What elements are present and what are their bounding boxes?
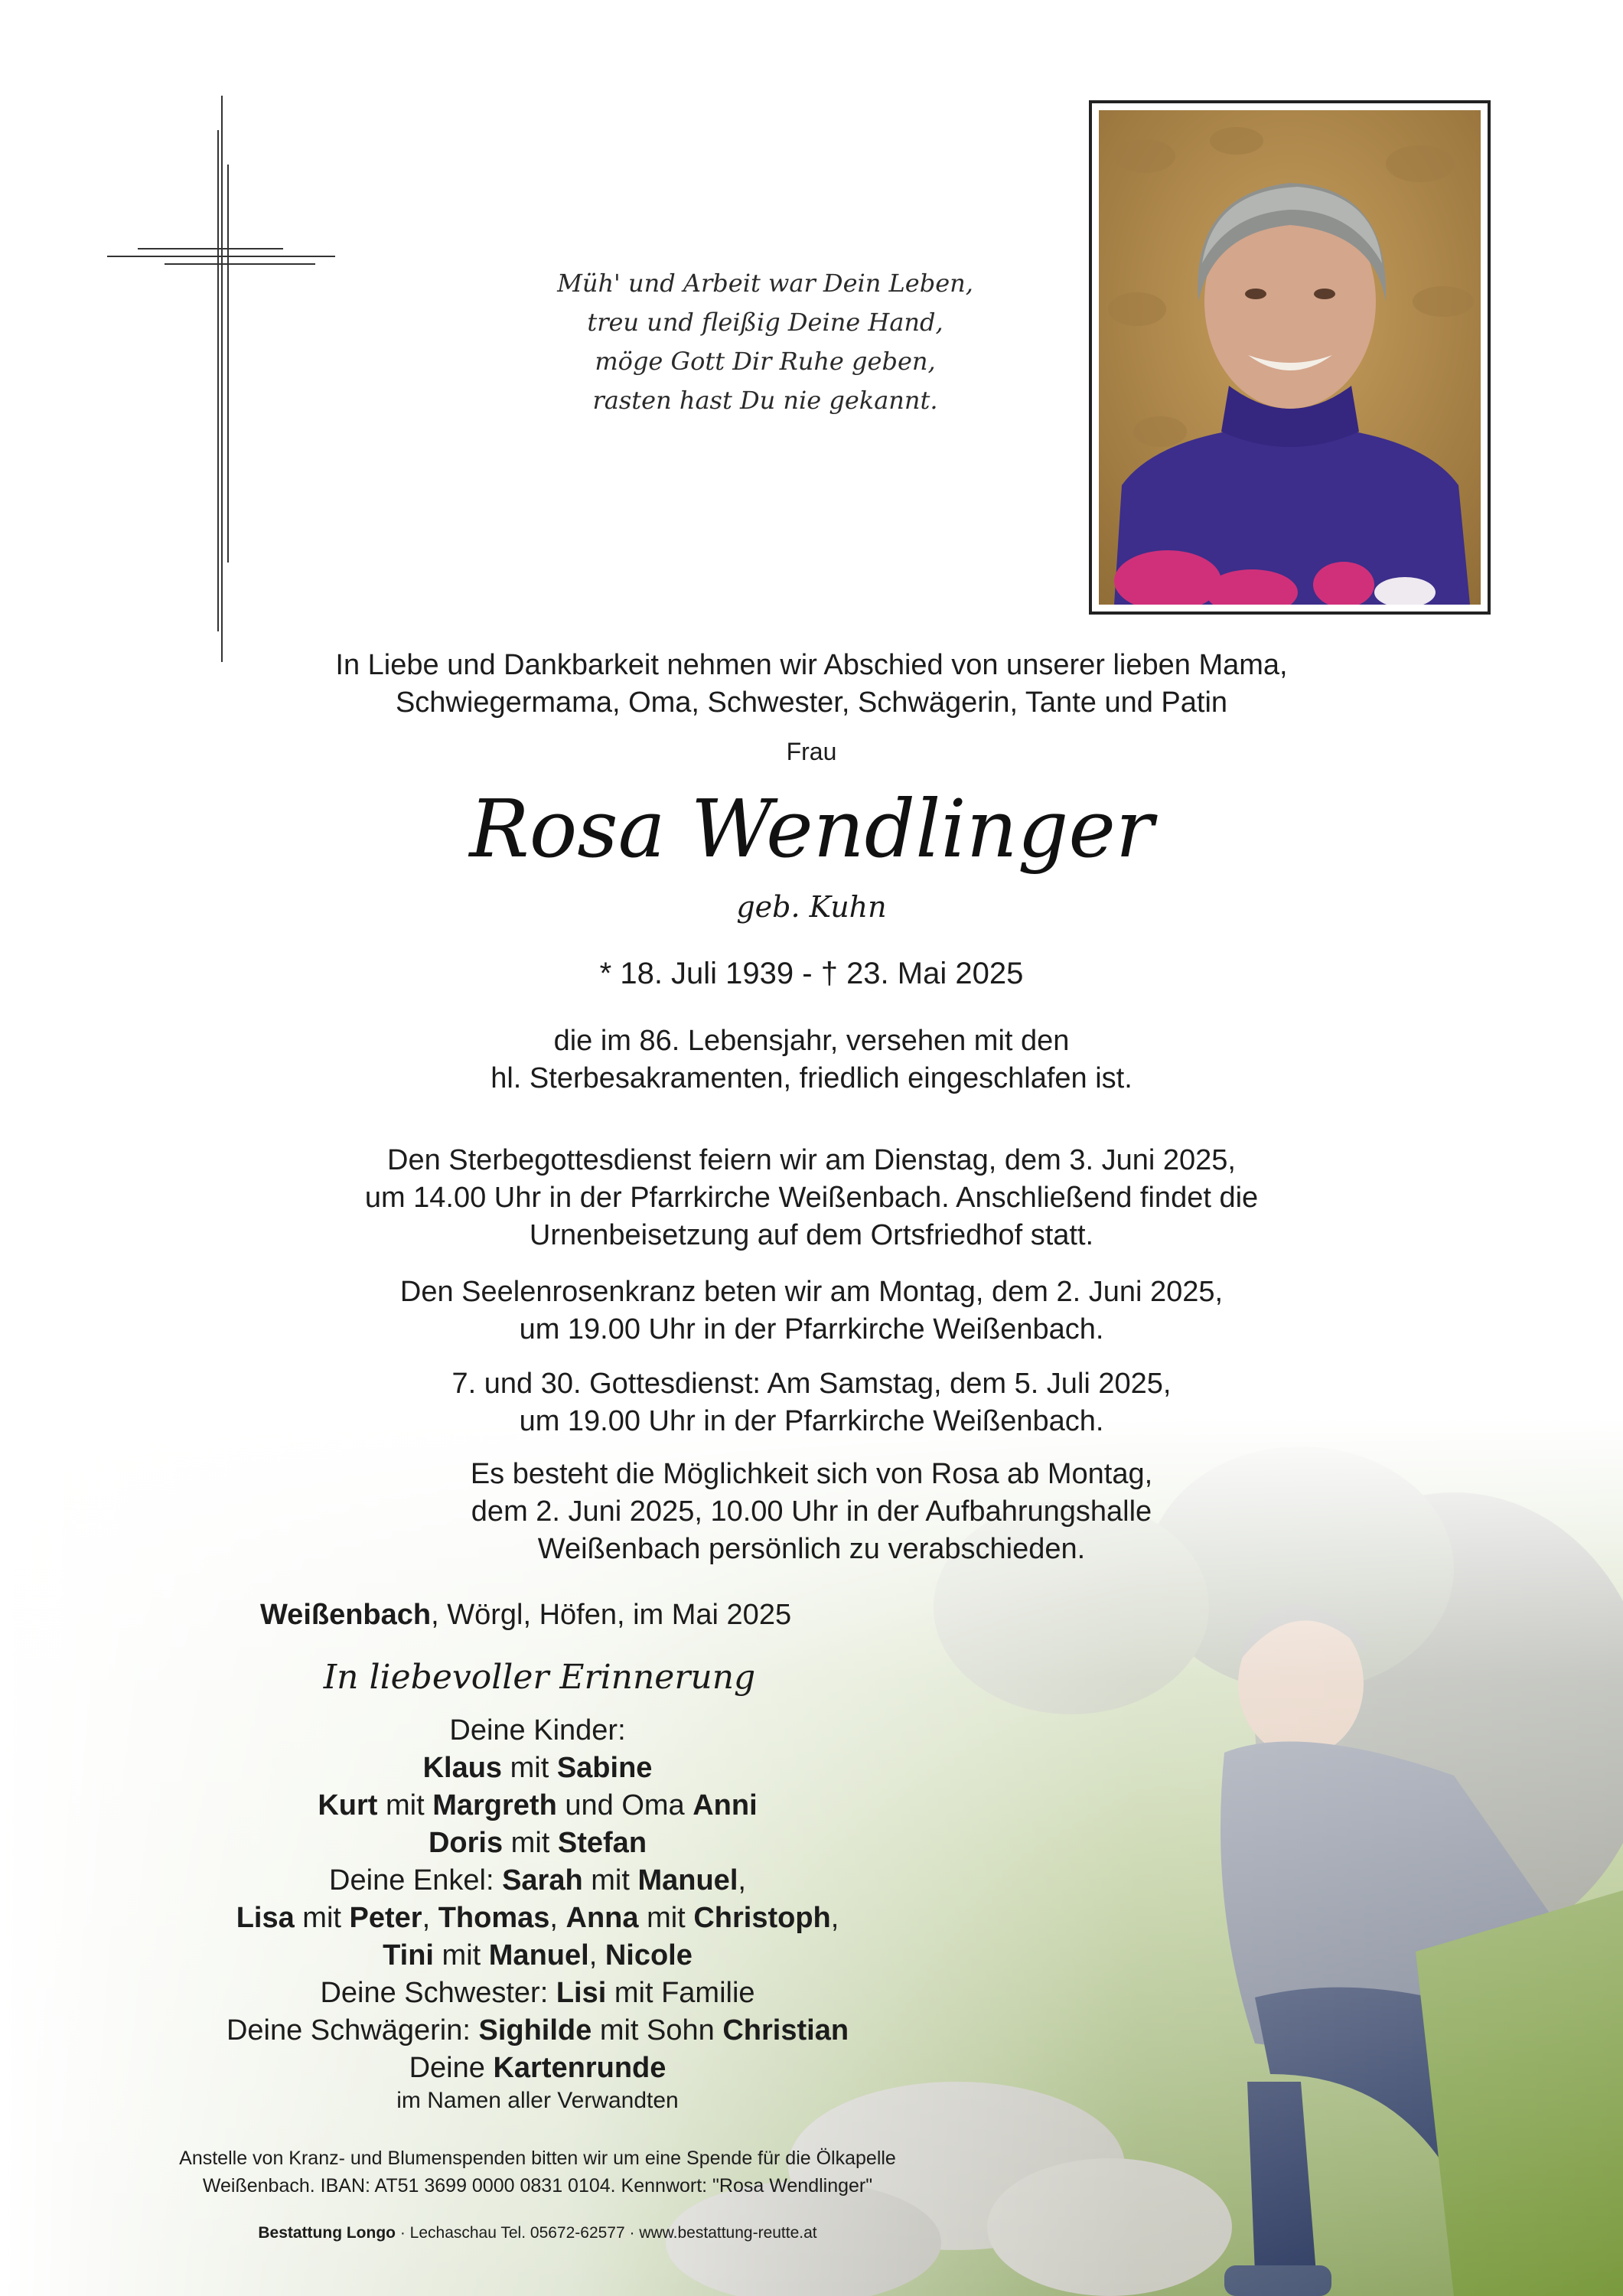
family-name: Christian (722, 2014, 849, 2047)
donation-line: Weißenbach. IBAN: AT51 3699 0000 0831 0104. Kennwort: "Rosa Wendlinger" (202, 2175, 873, 2197)
family-name: Thomas (438, 1902, 550, 1934)
place-main: Weißenbach (260, 1599, 432, 1631)
maiden-name: geb. Kuhn (736, 890, 887, 924)
family-name: Lisa (236, 1902, 295, 1934)
family-name: Christoph (693, 1902, 831, 1934)
connector: mit (434, 1939, 489, 1971)
family-line (0, 1900, 1075, 1937)
intro-text (0, 647, 1623, 722)
memorial-mass-info (0, 1365, 1623, 1440)
life-text-line: die im 86. Lebensjahr, versehen mit den (553, 1025, 1070, 1057)
intro-line: Schwiegermama, Oma, Schwester, Schwägerin, Tante und Patin (395, 687, 1228, 719)
connector: mit Sohn (592, 2014, 723, 2047)
connector: mit (638, 1902, 694, 1934)
service-line: um 19.00 Uhr in der Pfarrkirche Weißenbach. (519, 1405, 1104, 1437)
service-line: um 19.00 Uhr in der Pfarrkirche Weißenbach. (519, 1313, 1104, 1345)
family-name: Kurt (318, 1789, 378, 1821)
place-date-line (260, 1596, 791, 1634)
family-line (0, 1787, 1075, 1825)
connector: mit Familie (606, 1977, 755, 2009)
children-label: Deine Kinder: (449, 1714, 626, 1746)
connector: , (830, 1902, 839, 1934)
quote-line: treu und fleißig Deine Hand, (587, 308, 943, 337)
family-name: Sighilde (478, 2014, 592, 2047)
family-line (0, 1975, 1075, 2012)
life-text (0, 1022, 1623, 1097)
cross-icon (107, 96, 344, 662)
memorial-quote (474, 264, 1056, 420)
connector: mit (502, 1752, 557, 1784)
family-name: Kartenrunde (493, 2052, 666, 2084)
service-line: 7. und 30. Gottesdienst: Am Samstag, dem 5. Juli 2025, (451, 1368, 1172, 1400)
service-line: Urnenbeisetzung auf dem Ortsfriedhof statt. (529, 1219, 1094, 1251)
connector: mit (294, 1902, 350, 1934)
family-name: Klaus (422, 1752, 503, 1784)
rosary-info (0, 1274, 1623, 1349)
family-name: Tini (383, 1939, 434, 1971)
viewing-line: Weißenbach persönlich zu verabschieden. (537, 1533, 1086, 1565)
family-line (0, 2050, 1075, 2087)
donation-line: Anstelle von Kranz- und Blumenspenden bitten wir um eine Spende für die Ölkapelle (179, 2148, 896, 2169)
memory-title: In liebevoller Erinnerung (323, 1658, 756, 1697)
family-name: Sabine (556, 1752, 653, 1784)
viewing-line: Es besteht die Möglichkeit sich von Rosa ab Montag, (470, 1458, 1153, 1490)
family-line (0, 1937, 1075, 1975)
service-line: Den Seelenrosenkranz beten wir am Montag, dem 2. Juni 2025, (399, 1276, 1224, 1308)
funeral-home-footer (0, 2222, 1075, 2245)
funeral-home-name: Bestattung Longo (258, 2224, 396, 2242)
grandchildren-label: Deine Enkel: (329, 1864, 503, 1896)
connector: mit (377, 1789, 433, 1821)
quote-line: Müh' und Arbeit war Dein Leben, (557, 269, 973, 298)
family-name: Manuel (637, 1864, 738, 1896)
intro-line: In Liebe und Dankbarkeit nehmen wir Abschied von unserer lieben Mama, (335, 649, 1288, 681)
family-list (0, 1712, 1075, 2087)
portrait-frame (1089, 100, 1491, 615)
sister-in-law-label: Deine Schwägerin: (226, 2014, 479, 2047)
viewing-line: dem 2. Juni 2025, 10.00 Uhr in der Aufbahrungshalle (471, 1495, 1152, 1528)
family-name: Anna (565, 1902, 639, 1934)
family-name: Nicole (605, 1939, 693, 1971)
family-name: Peter (349, 1902, 422, 1934)
connector: mit (503, 1827, 558, 1859)
life-dates: * 18. Juli 1939 - † 23. Mai 2025 (599, 957, 1024, 990)
quote-line: rasten hast Du nie gekannt. (592, 386, 938, 415)
connector: und Oma (556, 1789, 693, 1821)
funeral-service-info (0, 1142, 1623, 1254)
family-name: Doris (428, 1827, 504, 1859)
family-name: Manuel (488, 1939, 589, 1971)
cards-label: Deine (409, 2052, 494, 2084)
family-line (0, 1750, 1075, 1787)
portrait-photo (1099, 110, 1481, 605)
connector: , (738, 1864, 746, 1896)
service-line: Den Sterbegottesdienst feiern wir am Dienstag, dem 3. Juni 2025, (387, 1144, 1236, 1176)
sister-label: Deine Schwester: (320, 1977, 556, 2009)
place-rest: , Wörgl, Höfen, im Mai 2025 (431, 1599, 792, 1631)
funeral-home-contact: · Lechaschau Tel. 05672-62577 · www.bestattung-reutte.at (396, 2224, 817, 2242)
signoff: im Namen aller Verwandten (396, 2088, 679, 2113)
connector: , (588, 1939, 605, 1971)
life-text-line: hl. Sterbesakramenten, friedlich eingeschlafen ist. (490, 1062, 1133, 1094)
donation-note (0, 2144, 1075, 2200)
connector: mit (582, 1864, 638, 1896)
deceased-name: Rosa Wendlinger (469, 782, 1154, 876)
quote-line: möge Gott Dir Ruhe geben, (595, 347, 936, 376)
connector: , (422, 1902, 438, 1934)
family-line (0, 2012, 1075, 2050)
salutation: Frau (786, 738, 837, 765)
family-name: Sarah (502, 1864, 583, 1896)
family-name: Stefan (557, 1827, 647, 1859)
family-name: Lisi (556, 1977, 607, 2009)
service-line: um 14.00 Uhr in der Pfarrkirche Weißenbach. Anschließend findet die (364, 1182, 1259, 1214)
viewing-info (0, 1456, 1623, 1568)
family-name: Margreth (432, 1789, 557, 1821)
connector: , (549, 1902, 566, 1934)
family-name: Anni (693, 1789, 758, 1821)
family-line (0, 1825, 1075, 1862)
family-line (0, 1862, 1075, 1900)
